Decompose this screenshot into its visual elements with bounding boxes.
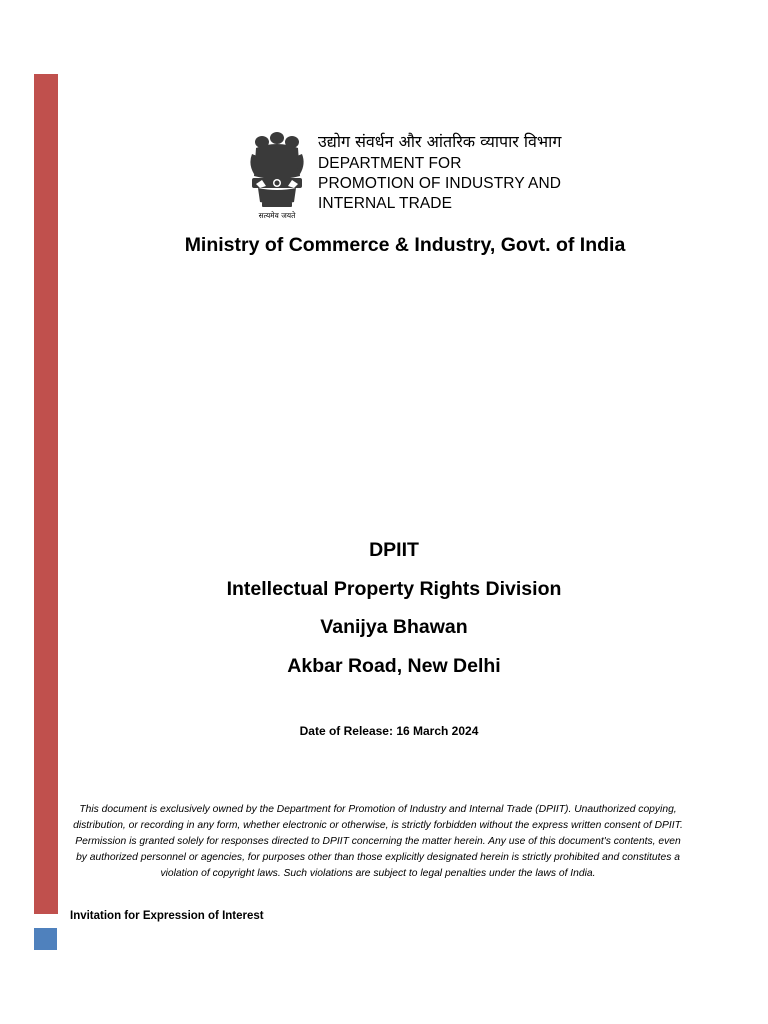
department-name-hindi: उद्योग संवर्धन और आंतरिक व्यापार विभाग [318, 132, 562, 151]
decorative-side-square [34, 928, 57, 950]
street-address: Akbar Road, New Delhi [287, 654, 501, 677]
footer-document-title: Invitation for Expression of Interest [70, 910, 264, 922]
address-block [0, 531, 768, 685]
ministry-title: Ministry of Commerce & Industry, Govt. of India [184, 234, 626, 256]
department-heading [318, 130, 618, 214]
release-date: Date of Release: 16 March 2024 [299, 724, 479, 738]
emblem-motto: सत्यमेव जयते [258, 211, 296, 220]
decorative-side-bar [34, 74, 58, 914]
copyright-disclaimer: This document is exclusively owned by the Department for Promotion of Industry and Internal Trade (DPIIT). Unauthorized copying, distribution, or recording in any form, whether electronic or otherwise, is strictly forbidden without the express written consent of DPIIT. Permission is granted solely for responses directed to DPIIT concerning the matter herein. Any use of this document's contents, even by authorized personnel or agencies, for purposes other than those explicitly designated herein is strictly prohibited and constitutes a violation of copyright laws. Such violations are subject to legal penalties under the laws of India. [73, 804, 683, 879]
organization-name: DPIIT [369, 539, 419, 561]
building-name: Vanijya Bhawan [320, 616, 468, 638]
lion-capital-emblem-icon [242, 128, 312, 222]
department-name-line-3: INTERNAL TRADE [318, 195, 453, 212]
department-name-line-2: PROMOTION OF INDUSTRY AND [318, 175, 562, 192]
division-name: Intellectual Property Rights Division [226, 577, 562, 600]
department-name-line-1: DEPARTMENT FOR [318, 155, 462, 172]
national-emblem [242, 128, 312, 222]
